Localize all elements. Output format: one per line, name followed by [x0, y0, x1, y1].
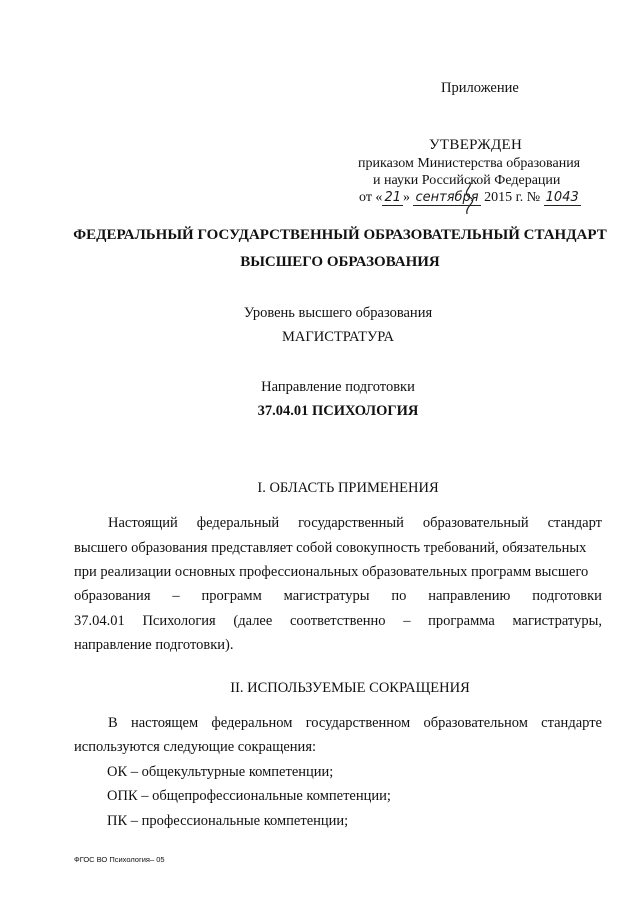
- document-title-line-2: ВЫСШЕГО ОБРАЗОВАНИЯ: [240, 254, 440, 270]
- section-2-line-2: используются следующие сокращения:: [74, 739, 317, 755]
- word: подготовки: [532, 588, 602, 604]
- section-1-line-4: [74, 588, 602, 605]
- order-number: 1043: [545, 190, 579, 205]
- abbreviation-item: ОК – общекультурные компетенции;: [107, 764, 334, 780]
- word: В: [108, 715, 118, 731]
- education-level-value: МАГИСТРАТУРА: [282, 329, 394, 345]
- section-1-heading: I. ОБЛАСТЬ ПРИМЕНЕНИЯ: [257, 480, 439, 496]
- section-1-line-1: [108, 515, 602, 532]
- signature-stroke: [455, 180, 485, 216]
- order-prefix: от «: [359, 190, 383, 205]
- abbreviation-item: ПК – профессиональные компетенции;: [107, 813, 349, 829]
- order-month: сентября: [415, 190, 479, 205]
- document-title-line-1: ФЕДЕРАЛЬНЫЙ ГОСУДАРСТВЕННЫЙ ОБРАЗОВАТЕЛЬНЫЙ СТАНДАРТ: [73, 227, 607, 243]
- abbreviation-item: ОПК – общепрофессиональные компетенции;: [107, 788, 391, 804]
- word: –: [172, 588, 180, 604]
- word: 37.04.01: [74, 613, 125, 629]
- section-1-line-2: высшего образования представляет собой совокупность требований, обязательных: [74, 540, 587, 556]
- word: Психология: [142, 613, 216, 629]
- section-1-line-6: направление подготовки).: [74, 637, 234, 653]
- word: федеральном: [211, 715, 293, 731]
- word: настоящем: [130, 715, 199, 731]
- word: магистратуры: [283, 588, 370, 604]
- section-1-line-3: при реализации основных профессиональных образовательных программ высшего: [74, 564, 589, 580]
- word: государственном: [305, 715, 411, 731]
- word: магистратуры,: [512, 613, 602, 629]
- word: образовательном: [423, 715, 528, 731]
- order-day: 21: [384, 190, 401, 205]
- word: по: [391, 588, 407, 604]
- direction-label: Направление подготовки: [261, 379, 415, 395]
- approved-stamp: УТВЕРЖДЕН: [429, 137, 523, 153]
- word: (далее: [233, 613, 273, 629]
- order-line-2: и науки Российской Федерации: [373, 173, 561, 188]
- word: программа: [428, 613, 495, 629]
- education-level-label: Уровень высшего образования: [243, 305, 433, 321]
- word: Настоящий: [108, 515, 178, 531]
- word: федеральный: [196, 515, 280, 531]
- word: соответственно: [290, 613, 386, 629]
- word: стандарт: [547, 515, 602, 531]
- word: стандарте: [541, 715, 602, 731]
- word: направлению: [428, 588, 511, 604]
- word: –: [403, 613, 411, 629]
- order-year: 2015 г. №: [480, 190, 544, 205]
- order-line-1: приказом Министерства образования: [358, 156, 581, 171]
- page-footer: ФГОС ВО Психология– 05: [74, 855, 165, 864]
- word: образовательный: [422, 515, 529, 531]
- word: образования: [74, 588, 151, 604]
- section-1-line-5: [74, 613, 602, 630]
- annex-label: Приложение: [441, 80, 519, 96]
- direction-value: 37.04.01 ПСИХОЛОГИЯ: [257, 403, 419, 419]
- word: государственный: [298, 515, 404, 531]
- section-2-heading: II. ИСПОЛЬЗУЕМЫЕ СОКРАЩЕНИЯ: [230, 680, 470, 696]
- order-mid: »: [402, 190, 414, 205]
- word: программ: [201, 588, 262, 604]
- section-2-line-1: [108, 715, 602, 732]
